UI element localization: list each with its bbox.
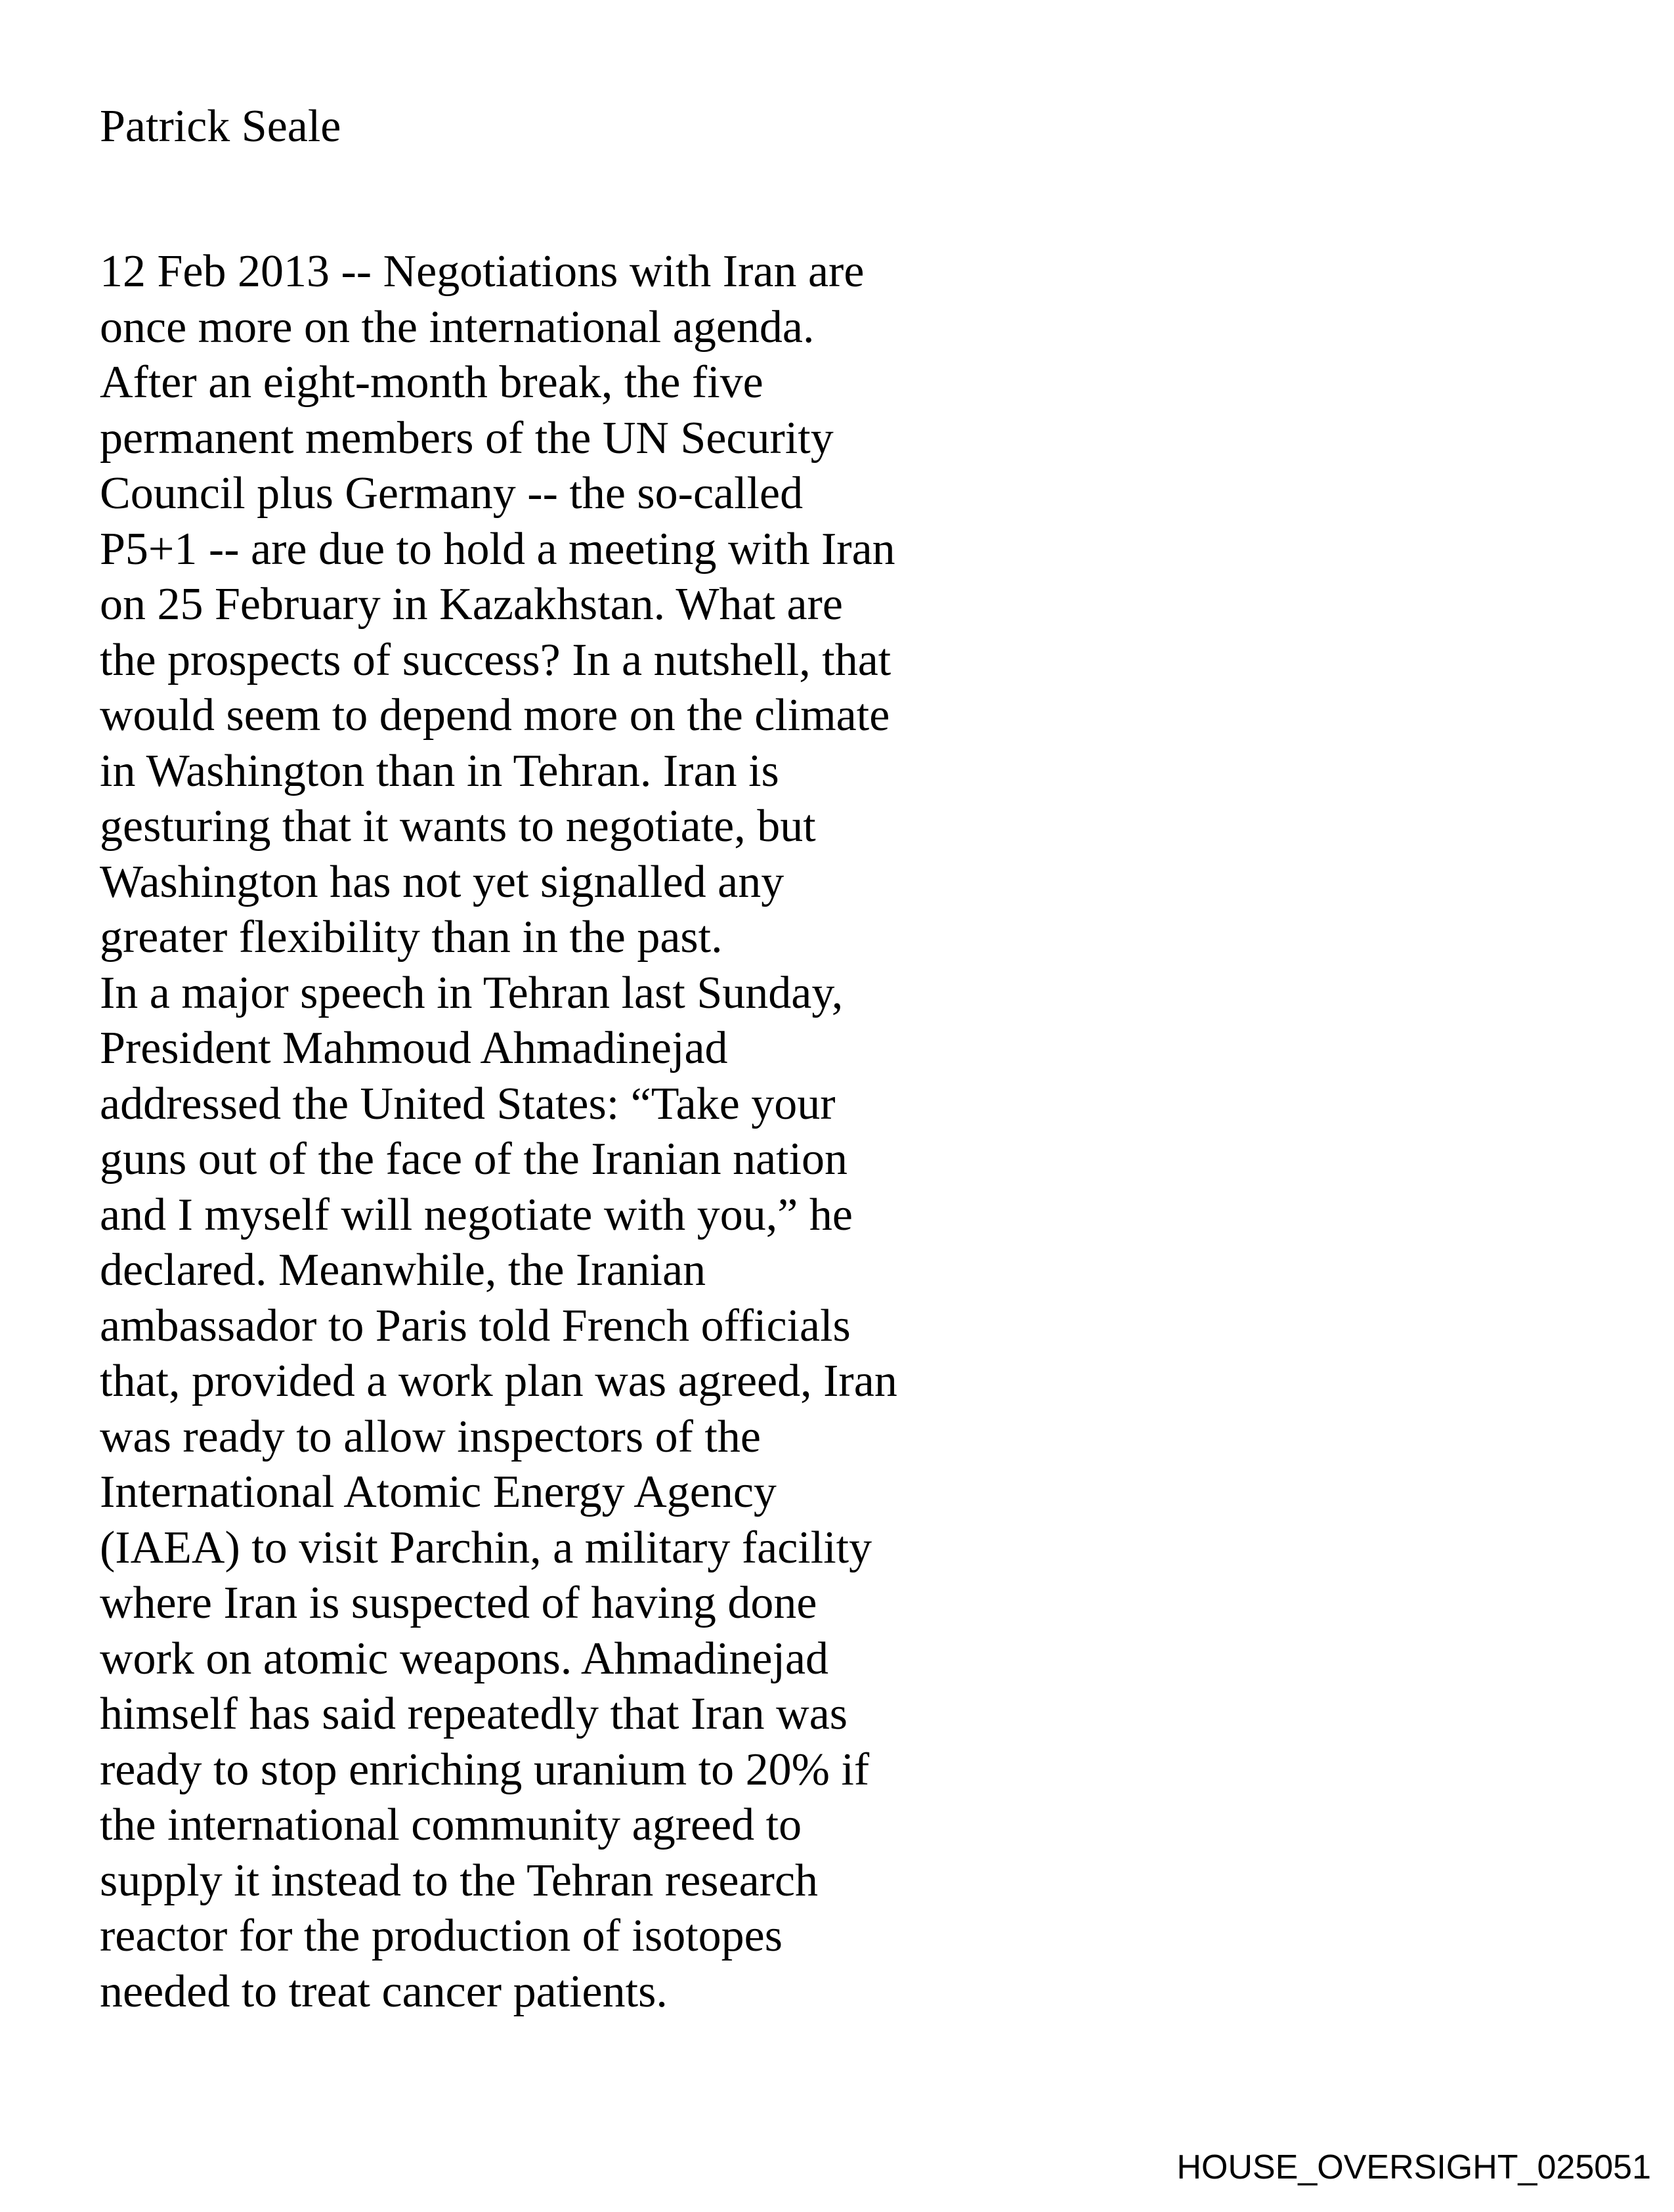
- text-line: would seem to depend more on the climate: [100, 690, 890, 741]
- text-line: needed to treat cancer patients.: [100, 1966, 668, 2017]
- text-line: addressed the United States: “Take your: [100, 1078, 836, 1129]
- text-line: that, provided a work plan was agreed, Iran: [100, 1356, 897, 1406]
- text-line: guns out of the face of the Iranian nation: [100, 1134, 848, 1184]
- text-line: ready to stop enriching uranium to 20% if: [100, 1744, 870, 1795]
- text-line: (IAEA) to visit Parchin, a military facility: [100, 1522, 872, 1573]
- text-line: Washington has not yet signalled any: [100, 856, 784, 907]
- text-line: in Washington than in Tehran. Iran is: [100, 745, 779, 796]
- text-line: the international community agreed to: [100, 1800, 802, 1850]
- text-line: ambassador to Paris told French officials: [100, 1300, 851, 1351]
- text-line: declared. Meanwhile, the Iranian: [100, 1245, 706, 1295]
- bates-number: HOUSE_OVERSIGHT_025051: [1176, 2148, 1651, 2186]
- text-line: and I myself will negotiate with you,” he: [100, 1189, 853, 1240]
- text-line: Council plus Germany -- the so-called: [100, 468, 804, 519]
- text-line: greater flexibility than in the past.: [100, 912, 723, 963]
- text-line: supply it instead to the Tehran research: [100, 1855, 819, 1906]
- text-line: permanent members of the UN Security: [100, 412, 834, 464]
- text-line: once more on the international agenda.: [100, 301, 815, 353]
- text-line: himself has said repeatedly that Iran was: [100, 1689, 848, 1739]
- text-line: reactor for the production of isotopes: [100, 1911, 783, 1961]
- text-line: President Mahmoud Ahmadinejad: [100, 1023, 728, 1073]
- text-line: After an eight-month break, the five: [100, 357, 763, 408]
- text-line: work on atomic weapons. Ahmadinejad: [100, 1633, 829, 1684]
- author-name: Patrick Seale: [100, 101, 341, 152]
- text-line: P5+1 -- are due to hold a meeting with Iran: [100, 523, 895, 575]
- text-line: 12 Feb 2013 -- Negotiations with Iran are: [100, 246, 865, 297]
- text-line: gesturing that it wants to negotiate, but: [100, 801, 816, 852]
- text-line: on 25 February in Kazakhstan. What are: [100, 579, 843, 630]
- text-line: International Atomic Energy Agency: [100, 1467, 777, 1517]
- text-line: where Iran is suspected of having done: [100, 1578, 817, 1628]
- text-line: the prospects of success? In a nutshell, that: [100, 634, 891, 685]
- text-line: In a major speech in Tehran last Sunday,: [100, 967, 844, 1018]
- text-line: was ready to allow inspectors of the: [100, 1411, 761, 1462]
- article-body: [100, 244, 897, 2020]
